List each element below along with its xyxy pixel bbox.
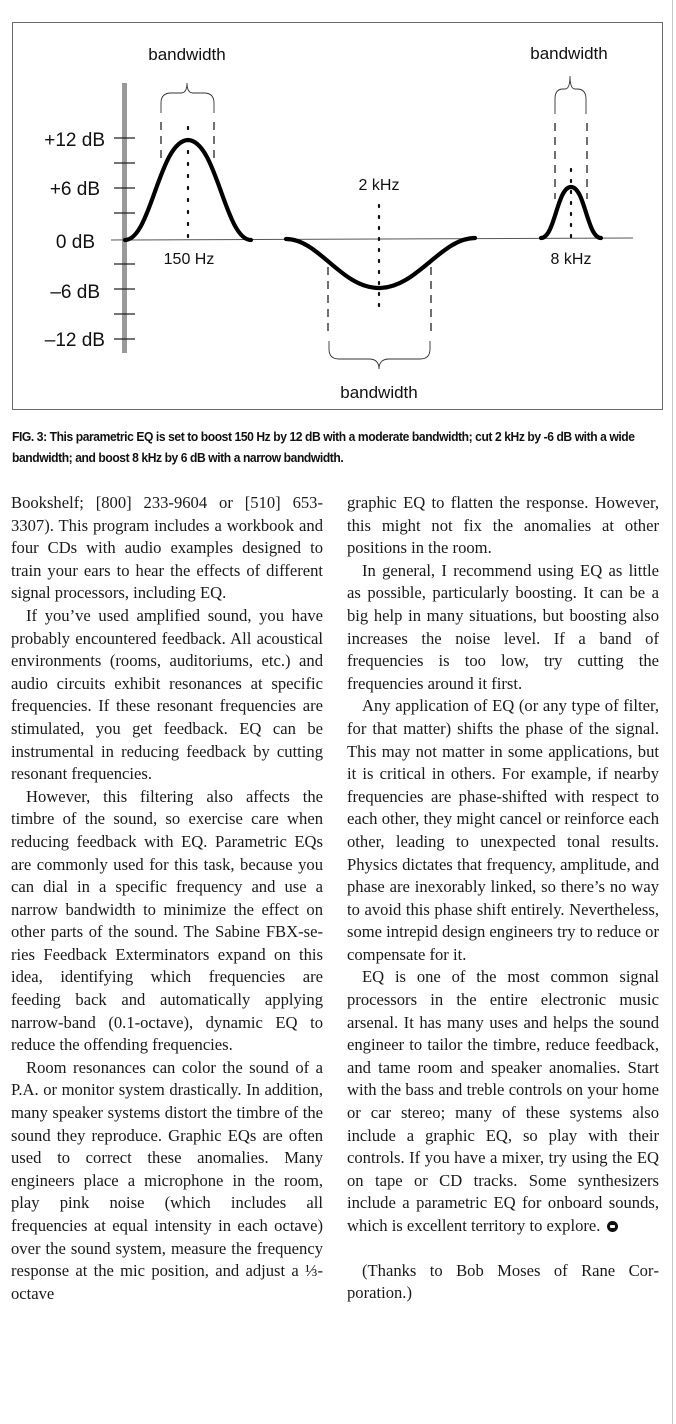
bandwidth-label-150hz: bandwidth — [148, 45, 226, 64]
freq-label-150hz: 150 Hz — [163, 251, 215, 268]
freq-label-2khz: 2 kHz — [358, 177, 400, 194]
right-column — [347, 492, 659, 1305]
curve-2khz-cut — [286, 238, 475, 288]
paragraph: Room resonances can color the sound of a P.A. or monitor system drastically. In addition, many speaker systems distort the timbre of the sound they reproduce. Graphic EQs are often used to correct these anomalies. Many engineers place a microphone in the room, play pink noise (which includes all frequencies at equal intensity in each octave) over the sound system, measure the frequency response at the mic position, and adjust a ⅓-octave — [11, 1057, 323, 1303]
y-label-plus12: +12 dB — [44, 130, 105, 151]
figure-caption: FIG. 3: This parametric EQ is set to boost 150 Hz by 12 dB with a moderate bandwidth; cut 2 kHz by -6 dB with a wide bandwidth; and boost 8 kHz by 6 dB with a narrow bandwidth. — [12, 429, 635, 465]
left-column — [11, 492, 323, 1305]
bandwidth-brace-8khz — [555, 76, 586, 114]
band-2khz — [286, 177, 475, 402]
paragraph-final — [347, 966, 659, 1237]
paragraph: In general, I recommend using EQ as little as possible, particularly boosting. It can be a big help in many situations, but boosting also increases the noise level. If a band of frequencies is too low, try cutting the frequencies around it first. — [347, 560, 659, 693]
band-8khz — [530, 44, 608, 268]
y-axis-bar — [122, 83, 127, 353]
paragraph: Any application of EQ (or any type of filter, for that matter) shifts the phase of the signal. This may not matter in some applications, but it is critical in others. For example, if nearby frequencies are phase-shifted with respect to each other, they might cancel or reinforce each other, leading to unexpected tonal results. Physics dictates that frequency, amplitude, and phase are inexorably linked, so there’s no way to avoid this phase shift entirely. Nevertheless, some intrepid design engineers try to reduce or compensate for it. — [347, 696, 659, 964]
y-label-zero: 0 dB — [55, 232, 95, 253]
eq-response-chart — [1, 1, 676, 421]
bandwidth-label-2khz: bandwidth — [340, 383, 418, 402]
zero-baseline — [111, 238, 633, 240]
paragraph: If you’ve used amplified sound, you have probably encountered feedback. All acoustical environments (rooms, auditoriums, etc.) and audio circuits exhibit resonances at specific frequencies. If these resonant frequencies are stimulated, you get feedback. EQ can be instrumental in reducing feedback by cutting resonant frequencies. — [11, 605, 323, 784]
acknowledgment: (Thanks to Bob Moses of Rane Corporation.) — [347, 1260, 659, 1303]
eq-figure — [12, 22, 663, 410]
bandwidth-label-8khz: bandwidth — [530, 44, 608, 63]
y-label-plus6: +6 dB — [49, 179, 100, 200]
y-label-minus6: –6 dB — [50, 282, 100, 303]
paragraph: Bookshelf; [800] 233-9604 or [510] 653-3307). This program includes a workbook and four CDs with audio examples designed to train your ears to hear the effects of different signal processors, including EQ. — [11, 493, 323, 603]
paragraph: However, this filtering also affects the timbre of the sound, so exercise care when reducing feedback with EQ. Parametric EQs are commonly used for this task, because you can dial in a specific frequency and use a narrow bandwidth to minimize the effect on other parts of the sound. The Sabine FBX-series Feedback Exterminators expand on this idea, identifying which frequencies are feeding back and automatically applying narrow-band (0.1-octave), dynamic EQ to reduce the offending frequencies. — [11, 786, 323, 1055]
freq-label-8khz: 8 kHz — [550, 251, 592, 268]
bandwidth-brace-2khz — [329, 341, 430, 369]
end-of-article-icon — [607, 1221, 618, 1232]
bandwidth-brace-150hz — [161, 83, 214, 113]
y-label-minus12: –12 dB — [44, 330, 105, 351]
band-150hz — [125, 45, 251, 268]
paragraph-text: EQ is one of the most common signal processors in the entire electronic music arsenal. It has many uses and helps the sound engineer to tailor the timbre, reduce feedback, and tame room and speaker anomalies. Start with the bass and treble controls on your home or car stereo; many of these systems also include a graphic EQ, so play with their controls. If you have a mixer, try using the EQ on tape or CD tracks. Some synthesizers include a parametric EQ for onboard sounds, which is excellent territory to explore. — [347, 967, 659, 1235]
paragraph: graphic EQ to flatten the response. However, this might not fix the anomalies at other positions in the room. — [347, 493, 659, 558]
